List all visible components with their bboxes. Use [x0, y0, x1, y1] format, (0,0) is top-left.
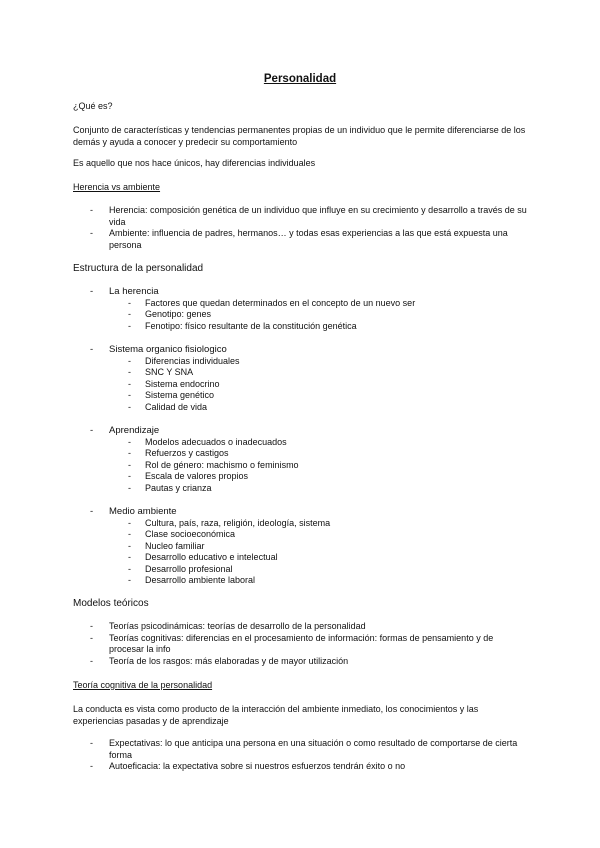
group-items	[73, 298, 528, 333]
list-item: - Desarrollo educativo e intelectual	[73, 552, 528, 564]
herencia-list	[73, 205, 528, 251]
list-item: - SNC Y SNA	[73, 367, 528, 379]
list-item: - Modelos adecuados o inadecuados	[73, 437, 528, 449]
que-es-paragraph-2: Es aquello que nos hace únicos, hay diferencias individuales	[73, 158, 316, 168]
herencia-heading: Herencia vs ambiente	[73, 182, 161, 192]
list-item: - Autoeficacia: la expectativa sobre si nuestros esfuerzos tendrán éxito o no	[73, 761, 528, 773]
group-items	[73, 356, 528, 414]
list-item: - Rol de género: machismo o feminismo	[73, 460, 528, 472]
list-item: - Pautas y crianza	[73, 483, 528, 495]
list-item: - Diferencias individuales	[73, 356, 528, 368]
list-item: - Desarrollo profesional	[73, 564, 528, 576]
modelos-list	[73, 621, 528, 667]
group-label: - Medio ambiente	[73, 506, 528, 518]
estructura-group-herencia	[73, 286, 528, 332]
estructura-group-aprendizaje	[73, 425, 528, 494]
list-item: - Fenotipo: físico resultante de la constitución genética	[73, 321, 528, 333]
list-item: - Teoría de los rasgos: más elaboradas y de mayor utilización	[73, 656, 528, 668]
list-item: - Cultura, país, raza, religión, ideología, sistema	[73, 518, 528, 530]
list-item: - Herencia: composición genética de un individuo que influye en su crecimiento y desarrollo a través de su vida	[73, 205, 528, 228]
estructura-group-sistema	[73, 344, 528, 413]
list-item: - Teorías cognitivas: diferencias en el procesamiento de información: formas de pensamiento y de procesar la info	[73, 633, 528, 656]
group-label: - La herencia	[73, 286, 528, 298]
que-es-heading: ¿Qué es?	[73, 101, 113, 111]
estructura-heading: Estructura de la personalidad	[73, 263, 204, 274]
list-item: - Refuerzos y castigos	[73, 448, 528, 460]
modelos-heading: Modelos teóricos	[73, 598, 149, 609]
list-item: - Nucleo familiar	[73, 541, 528, 553]
cognitiva-list	[73, 738, 528, 773]
group-items	[73, 437, 528, 495]
list-item: - Ambiente: influencia de padres, hermanos… y todas esas experiencias a las que está expuesta una persona	[73, 228, 528, 251]
list-item: - Escala de valores propios	[73, 471, 528, 483]
page-title: Personalidad	[263, 73, 337, 85]
list-item: - Factores que quedan determinados en el concepto de un nuevo ser	[73, 298, 528, 310]
list-item: - Sistema genético	[73, 390, 528, 402]
cognitiva-heading: Teoría cognitiva de la personalidad	[73, 680, 213, 690]
list-item: - Sistema endocrino	[73, 379, 528, 391]
list-item: - Calidad de vida	[73, 402, 528, 414]
list-item: - Expectativas: lo que anticipa una persona en una situación o como resultado de comportarse de cierta forma	[73, 738, 528, 761]
group-items	[73, 518, 528, 587]
group-label: - Sistema organico fisiologico	[73, 344, 528, 356]
list-item: - Teorías psicodinámicas: teorías de desarrollo de la personalidad	[73, 621, 528, 633]
group-label: - Aprendizaje	[73, 425, 528, 437]
list-item: - Desarrollo ambiente laboral	[73, 575, 528, 587]
que-es-paragraph: Conjunto de características y tendencias permanentes propias de un individuo que le permite diferenciarse de los demás y ayuda a conocer y predecir su comportamiento	[73, 125, 526, 147]
list-item: - Genotipo: genes	[73, 309, 528, 321]
estructura-group-medio-ambiente	[73, 506, 528, 587]
list-item: - Clase socioeconómica	[73, 529, 528, 541]
cognitiva-paragraph: La conducta es vista como producto de la interacción del ambiente inmediato, los conocimientos y las experiencias pasadas y de aprendizaje	[73, 704, 479, 726]
